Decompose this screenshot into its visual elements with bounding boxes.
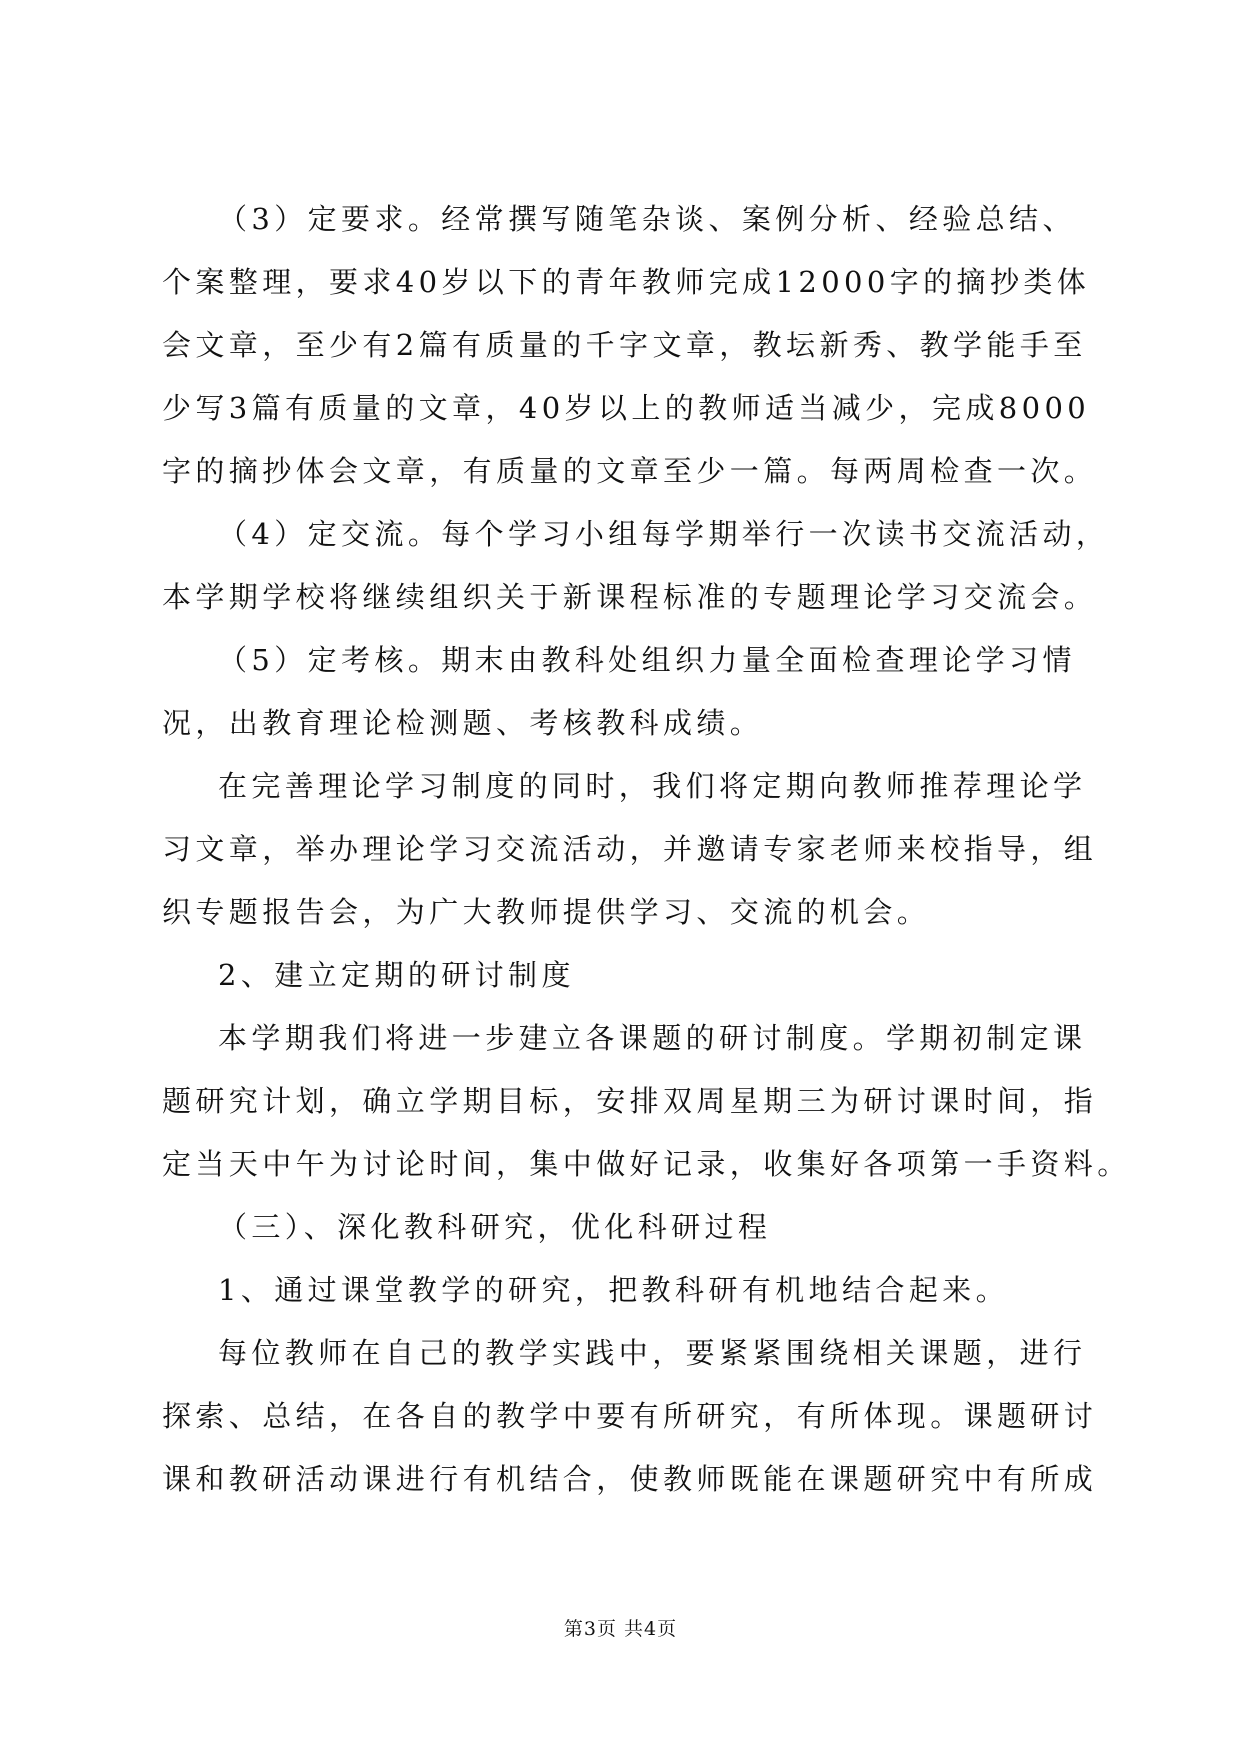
paragraph-line: 课和教研活动课进行有机结合，使教师既能在课题研究中有所成 [162, 1462, 1098, 1496]
page-number-label: 第3页 共4页 [563, 1618, 678, 1640]
paragraph-line: 题研究计划，确立学期目标，安排双周星期三为研讨课时间，指 [162, 1084, 1098, 1118]
section-heading: （三）、深化教科研究，优化科研过程 [218, 1210, 772, 1244]
paragraph-line: 探索、总结，在各自的教学中要有所研究，有所体现。课题研讨 [162, 1399, 1098, 1433]
paragraph-line: 字的摘抄体会文章，有质量的文章至少一篇。每两周检查一次。 [162, 454, 1098, 488]
paragraph-line: 定当天中午为讨论时间，集中做好记录，收集好各项第一手资料。 [162, 1147, 1131, 1181]
paragraph-line: （5）定考核。期末由教科处组织力量全面检查理论学习情 [218, 643, 1076, 677]
document-body [162, 188, 1131, 1511]
paragraph-line: 会文章，至少有2篇有质量的千字文章，教坛新秀、教学能手至 [162, 328, 1087, 362]
paragraph-line: 每位教师在自己的教学实践中，要紧紧围绕相关课题，进行 [218, 1336, 1087, 1370]
subsection-heading: 1、通过课堂教学的研究，把教科研有机地结合起来。 [218, 1273, 1010, 1307]
paragraph-line: （3）定要求。经常撰写随笔杂谈、案例分析、经验总结、 [218, 202, 1076, 236]
paragraph-line: 个案整理，要求40岁以下的青年教师完成12000字的摘抄类体 [162, 265, 1091, 299]
paragraph-line: 本学期学校将继续组织关于新课程标准的专题理论学习交流会。 [162, 580, 1098, 614]
paragraph-line: 少写3篇有质量的文章，40岁以上的教师适当减少，完成8000 [162, 391, 1091, 425]
paragraph-line: （4）定交流。每个学习小组每学期举行一次读书交流活动， [218, 517, 1110, 551]
paragraph-line: 在完善理论学习制度的同时，我们将定期向教师推荐理论学 [218, 769, 1087, 803]
section-heading: 2、建立定期的研讨制度 [218, 958, 575, 992]
paragraph-line: 织专题报告会，为广大教师提供学习、交流的机会。 [162, 895, 931, 929]
page-footer [0, 1614, 1241, 1641]
paragraph-line: 本学期我们将进一步建立各课题的研讨制度。学期初制定课 [218, 1021, 1087, 1055]
paragraph-line: 习文章，举办理论学习交流活动，并邀请专家老师来校指导，组 [162, 832, 1098, 866]
paragraph-line: 况，出教育理论检测题、考核教科成绩。 [162, 706, 764, 740]
